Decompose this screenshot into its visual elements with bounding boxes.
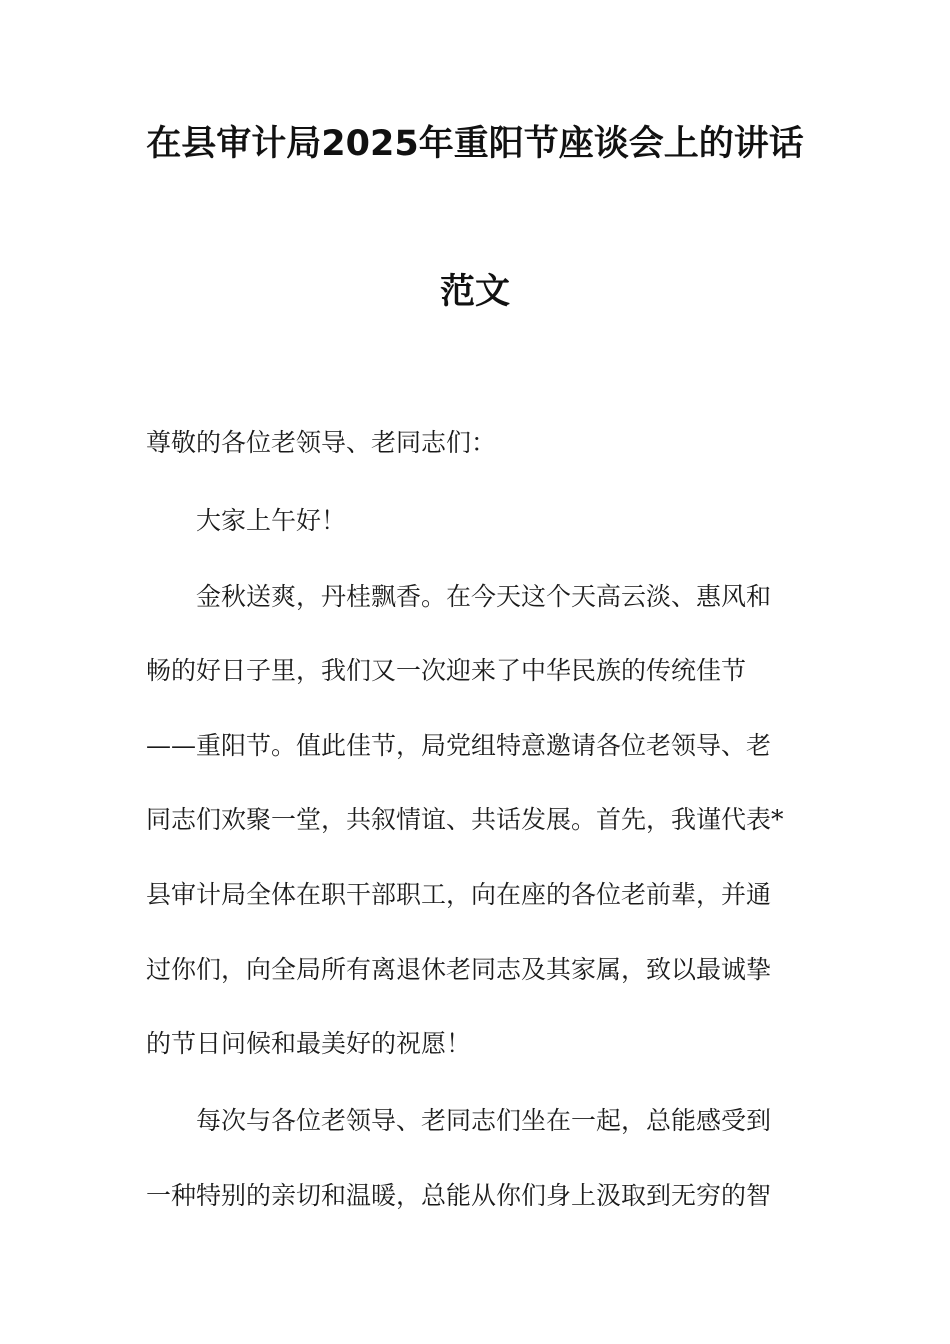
paragraph-1-line-7: 的节日问候和最美好的祝愿！ — [146, 1029, 472, 1058]
paragraph-1-line-1: 金秋送爽，丹桂飘香。在今天这个天高云淡、惠风和 — [196, 582, 772, 611]
paragraph-1-line-3: ——重阳节。值此佳节，局党组特意邀请各位老领导、老 — [146, 731, 772, 760]
paragraph-2-line-2: 一种特别的亲切和温暖，总能从你们身上汲取到无穷的智 — [146, 1181, 772, 1210]
paragraph-2-line-1: 每次与各位老领导、老同志们坐在一起，总能感受到 — [196, 1106, 772, 1135]
document-title-line-2: 范文 — [439, 272, 510, 312]
paragraph-1-line-6: 过你们，向全局所有离退休老同志及其家属，致以最诚挚 — [146, 955, 772, 984]
greeting: 大家上午好！ — [196, 506, 347, 535]
paragraph-1-line-4: 同志们欢聚一堂，共叙情谊、共话发展。首先，我谨代表* — [146, 805, 784, 834]
salutation: 尊敬的各位老领导、老同志们： — [146, 428, 497, 457]
paragraph-1-line-5: 县审计局全体在职干部职工，向在座的各位老前辈，并通 — [146, 880, 772, 909]
document-title-line-1: 在县审计局2025年重阳节座谈会上的讲话 — [146, 124, 804, 164]
paragraph-1-line-2: 畅的好日子里，我们又一次迎来了中华民族的传统佳节 — [146, 656, 747, 685]
